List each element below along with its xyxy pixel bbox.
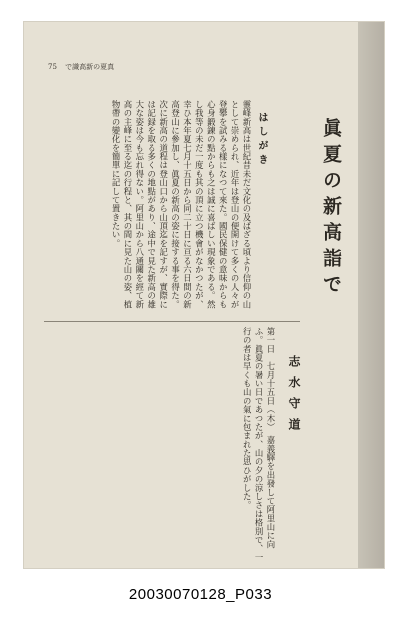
image-caption: 20030070128_P033 xyxy=(128,586,273,603)
article-title: 眞夏の新高詣で xyxy=(320,118,342,300)
section-heading: はしがき xyxy=(256,112,267,168)
author-name: 志水守道 xyxy=(287,355,301,439)
book-edge xyxy=(358,22,384,568)
body-intro: 靈峰新高は世紀昔未だ文化の及ばざる頃より信仰の山として崇められ、近年は登山の便開けて多くの人々が登攀を試みる樣になつて來た。國民保健の意味からも心身鍛錬の點からも之は誠に喜ばしい現象である。然し我等の未だ一度も其の頂に立つ機會がなかつたが、幸ひ本年夏七月十五日から同二十日に亘る六日間の新高登山に參加し、眞夏の新高の姿に接する事を得た。 xyxy=(170,100,252,309)
page-number: 75 xyxy=(48,63,57,71)
running-title: で識高新の夏真 xyxy=(65,63,115,71)
page-header xyxy=(48,62,114,72)
body-continued: 次に新高の道程は登山口から山頂迄を記すが、實際には記録を取る多くの地點があり、途中で見た新高の雄大な姿は今も忘れ得ない。阿里山から八通關を經て新高の主峰に至る迄の行程と、其の間に見た山の姿、植物帶の變化を簡單に記して置きたい。 xyxy=(111,100,169,309)
body-text-lower: 第一日 七月十五日（木） 嘉義驛を出發して阿里山に向ふ。眞夏の暑い日であつたが、山の夕の涼しさは格別で、一行の者は早くも山の氣に包まれた思ひがした。 xyxy=(242,327,276,562)
body-text-intro xyxy=(40,100,252,315)
section-divider xyxy=(44,321,300,322)
